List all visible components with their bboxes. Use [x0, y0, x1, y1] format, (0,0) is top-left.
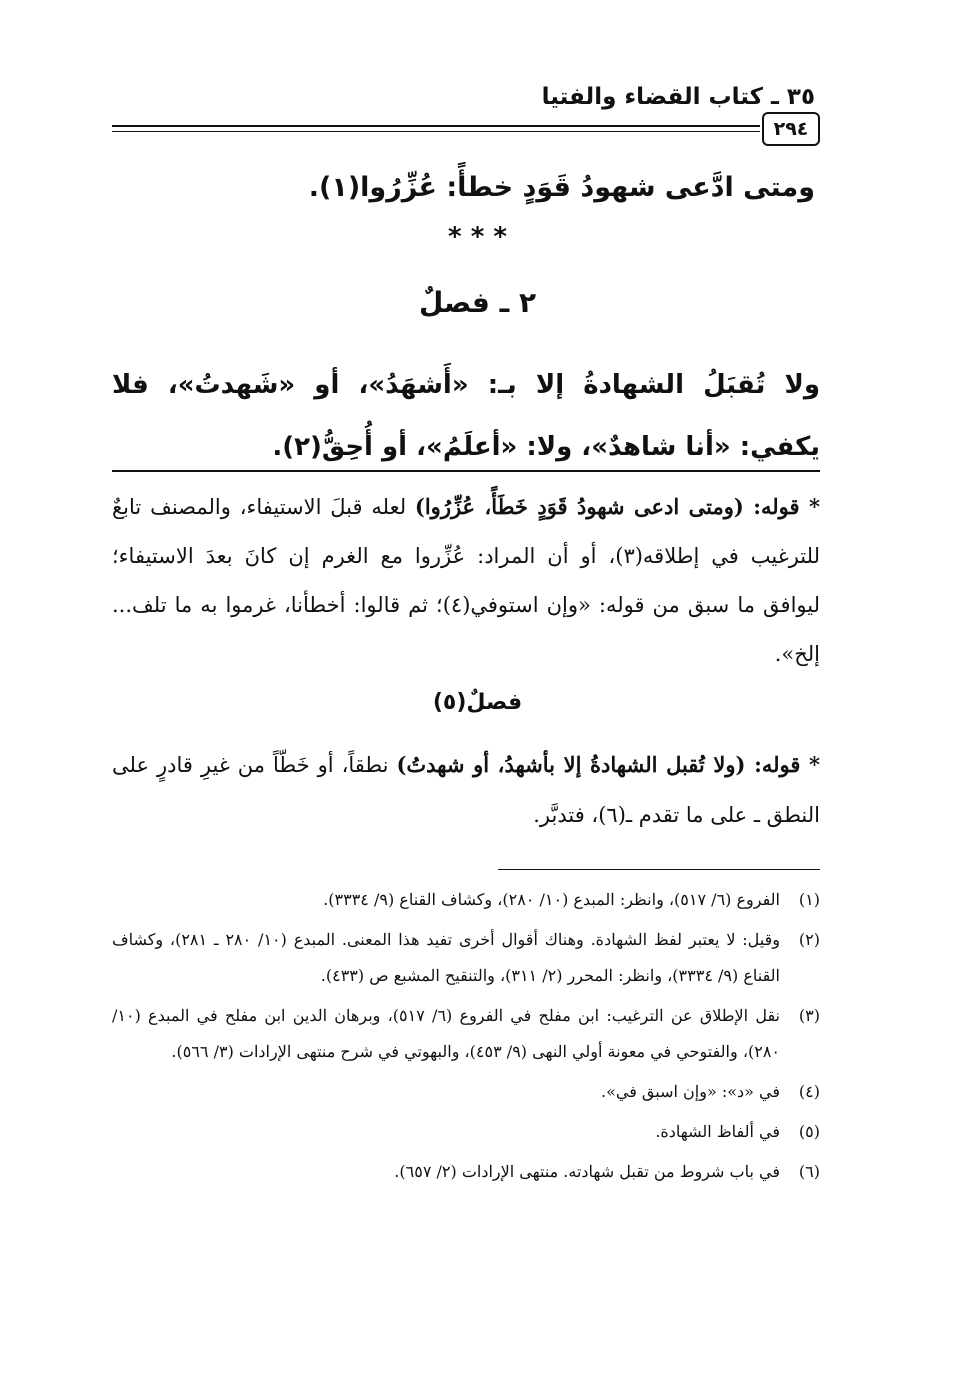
footnote	[112, 1074, 820, 1110]
commentary-lead: * قوله: (ولا تُقبل الشهادةُ إلا بأشهدُ، أو شهدتُ)	[396, 752, 820, 777]
page-number: ٢٩٤	[762, 112, 820, 146]
footnote-text: في باب شروط من تقبل شهادته. منتهى الإرادات (٢/ ٦٥٧).	[394, 1162, 780, 1181]
section-heading: ٢ ـ فصلٌ	[418, 286, 537, 319]
section-text: ولا تُقبَلُ الشهادةُ إلا بـ: «أَشهَدُ»، أو «شَهدتُ»، فلا يكفي: «أنا شاهدٌ»، ولا: «أعلَمُ»، أو أُحِقُّ(٢).	[112, 370, 820, 462]
footnote-text: وقيل: لا يعتبر لفظ الشهادة. وهناك أقوال أخرى تفيد هذا المعنى. المبدع (١٠/ ٢٨٠ ـ ٢٨١)، وكشاف القناع (٩/ ٣٣٣٤)، وانظر: المحرر (٢/ ٣١١)، والتنقيح المشبع ص (٤٣٣).	[112, 930, 780, 985]
commentary-paragraph-2	[112, 740, 820, 840]
commentary-paragraph-1	[112, 482, 820, 679]
footnote-number: (٥)	[798, 1122, 820, 1141]
footnote-text: الفروع (٦/ ٥١٧)، وانظر: المبدع (١٠/ ٢٨٠)، وكشاف القناع (٩/ ٣٣٣٤).	[323, 890, 780, 909]
footnote-number: (٦)	[798, 1162, 820, 1181]
commentary-divider	[112, 470, 820, 472]
footnote-number: (٢)	[798, 930, 820, 949]
asterism-separator: * * *	[448, 222, 507, 252]
footnote	[112, 998, 820, 1070]
commentary-text: نطقاً، أو خَطّاً من غيرِ قادرٍ على النطق ـ على ما تقدم ـ(٦)، فتدبَّر.	[112, 753, 820, 827]
footnote-text: في ألفاظ الشهادة.	[655, 1122, 780, 1141]
footnote	[112, 922, 820, 994]
footnote-rule	[498, 869, 820, 870]
footnote-number: (٤)	[798, 1082, 820, 1101]
header-rule	[112, 125, 760, 132]
footnote	[112, 1154, 820, 1190]
footnotes	[112, 882, 820, 1194]
footnote	[112, 1114, 820, 1150]
footnote	[112, 882, 820, 918]
running-header: ٣٥ ـ كتاب القضاء والفتيا	[541, 84, 815, 110]
footnote-number: (٣)	[798, 1006, 820, 1025]
main-text-line: ومتى ادَّعى شهودُ قَوَدٍ خطأً: عُزِّرُوا(١).	[308, 172, 815, 203]
footnote-text: في «د»: «وإن اسبق في».	[600, 1082, 780, 1101]
sub-heading: فصلٌ(٥)	[432, 690, 523, 715]
footnote-number: (١)	[798, 890, 820, 909]
footnote-text: نقل الإطلاق عن الترغيب: ابن مفلح في الفروع (٦/ ٥١٧)، وبرهان الدين ابن مفلح في المبدع (١٠/ ٢٨٠)، والفتوحي في معونة أولي النهى (٩/ ٤٥٣)، والبهوتي في شرح منتهى الإرادات (٣/ ٥٦٦).	[112, 1006, 780, 1061]
commentary-text: لعله قبلَ الاستيفاء، والمصنف تابعٌ للترغيب في إطلاقه(٣)، أو أن المراد: عُزِّروا مع الغرم إن كانَ بعدَ الاستيفاء؛ ليوافق ما سبق من قوله: «وإن استوفي(٤)؛ ثم قالوا: أخطأنا، غرموا به ما تلف... إلخ».	[112, 495, 820, 666]
commentary-lead: * قوله: (ومتى ادعى شهودُ قَوَدٍ خَطَأً، عُزِّرُوا)	[414, 494, 820, 519]
